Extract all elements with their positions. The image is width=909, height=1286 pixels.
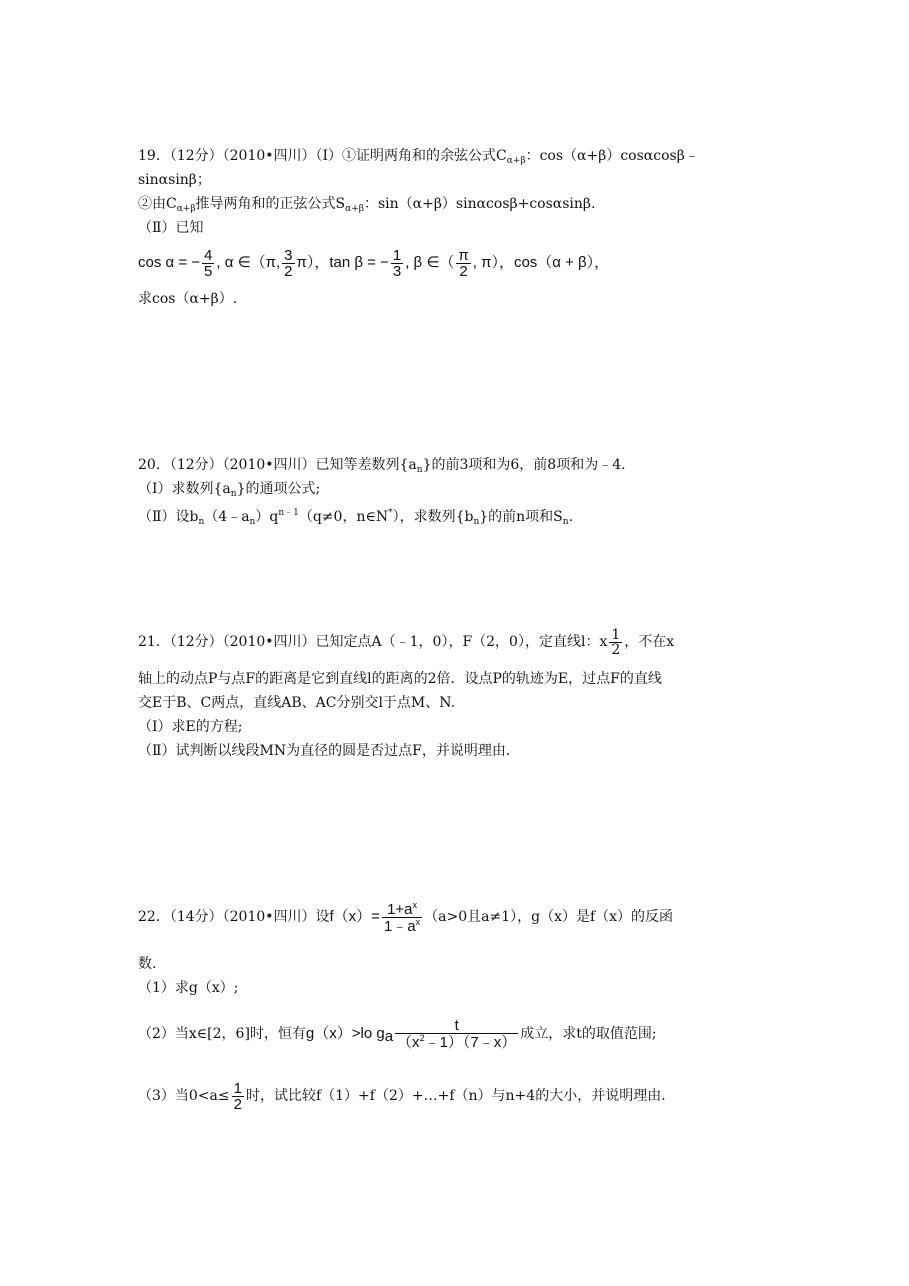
fraction-4-5: $\frac{4}{5}$ bbox=[204, 246, 213, 280]
q21-line-2: 轴上的动点P与点F的距离是它到直线l的距离的2倍．设点P的轨迹为E，过点F的直线 bbox=[138, 671, 662, 687]
q21-line-5: （Ⅱ）试判断以线段MN为直径的圆是否过点F，并说明理由. bbox=[138, 743, 511, 759]
q22-line-1: 22．（14分）（2010•四川）设f（x）= $\frac{1+a^x}{1﹣a^x}$ （a>0且a≠1），g（x）是f（x）的反函 bbox=[138, 899, 674, 935]
q22-line-2: 数. bbox=[138, 956, 157, 972]
q20-line-2: （Ⅰ）求数列$\{a_n\}$的通项公式; bbox=[138, 481, 321, 499]
q22-line-4: （2）当x∈[2，6]时，恒有g（x）>lo $g_a$ $\frac{t}{(x^2﹣1)(7﹣x)}$ 成立，求t的取值范围; bbox=[138, 1017, 657, 1051]
q19-line-6: 求cos（α+β）. bbox=[138, 291, 238, 307]
q21-line-3: 交E于B、C两点，直线AB、AC分别交l于点M、N. bbox=[138, 695, 456, 711]
q19-line-3: ②由$C_{\alpha+\beta}$推导两角和的正弦公式$S_{\alpha+\beta}$：sin（α+β）sinαcosβ+cosαsinβ. bbox=[138, 196, 596, 214]
fraction-1-3: $\frac{1}{3}$ bbox=[392, 246, 402, 280]
q19-formula: cos α = − $\frac{4}{5}$ , α ∈（π, $\frac{3}{2}$ π），tan β = − $\frac{1}{3}$ , β ∈（ $\frac{\pi}{2}$ , π），cos（α + β）， bbox=[138, 246, 610, 280]
q19-line-1: 19．（12分）（2010•四川）（Ⅰ）①证明两角和的余弦公式$C_{\alpha+\beta}$：cos（α+β）cosαcosβ﹣ bbox=[138, 148, 699, 166]
q19-line-2: sinαsinβ； bbox=[138, 172, 211, 188]
fraction-pi-2: $\frac{\pi}{2}$ bbox=[458, 246, 469, 280]
q22-line-5: （3）当0<a≤ $\frac{1}{2}$ 时，试比较f（1）+f（2）+…+f（n）与n+4的大小，并说明理由. bbox=[138, 1079, 666, 1113]
fraction-1-2: $\frac{1}{2}$ bbox=[233, 1079, 242, 1113]
q20-line-1: 20．（12分）（2010•四川）已知等差数列$\{a_n\}$的前3项和为6，前8项和为﹣4. bbox=[138, 457, 626, 475]
q20-line-3: （Ⅱ）设$b_n(4﹣a_n)q^{n﹣1}(q\ne 0$，n∈N*），求数列$\{b_n\}$的前n项和$S_n$. bbox=[138, 508, 574, 527]
fraction-f-of-x: $\frac{1+a^x}{1﹣a^x}$ bbox=[383, 899, 421, 935]
fraction-1-2: $\frac{1}{2}$ bbox=[611, 626, 621, 658]
q21-line-1: 21．（12分）（2010•四川）已知定点A（﹣1，0），F（2，0），定直线l：x $\frac{1}{2}$ ，不在x bbox=[138, 626, 675, 658]
q21-line-4: （Ⅰ）求E的方程; bbox=[138, 719, 243, 735]
fraction-3-2: $\frac{3}{2}$ bbox=[284, 246, 293, 280]
fraction-log-arg: $\frac{t}{(x^2﹣1)(7﹣x)}$ bbox=[397, 1017, 517, 1051]
q22-line-3: （1）求g（x）; bbox=[138, 980, 239, 996]
q19-line-4: （Ⅱ）已知 bbox=[138, 220, 204, 236]
